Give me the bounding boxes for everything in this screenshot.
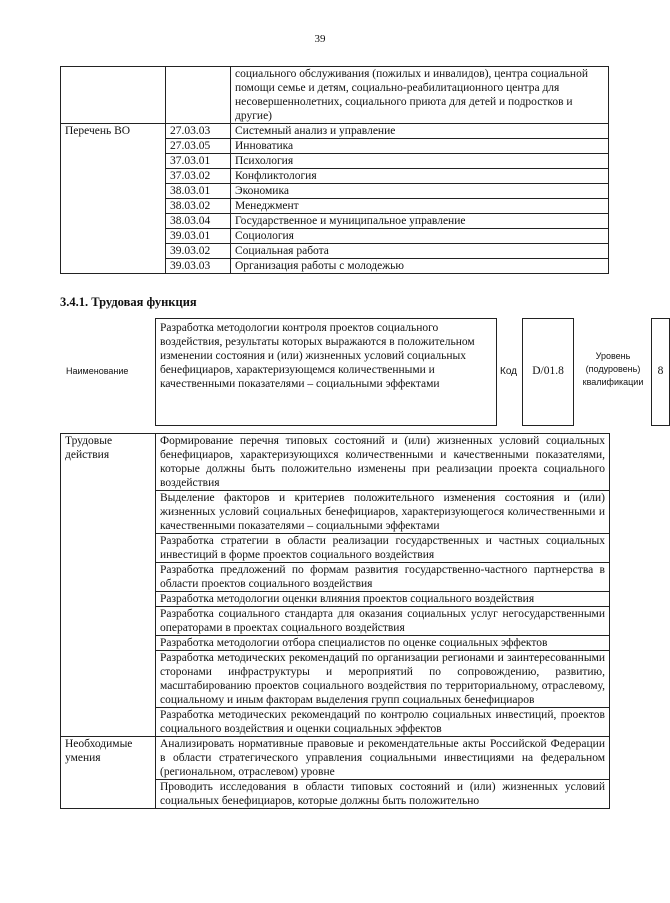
section-title: 3.4.1. Трудовая функция <box>60 295 197 309</box>
vo-name: Социальная работа <box>231 244 609 259</box>
vo-name: Системный анализ и управление <box>231 124 609 139</box>
required-skill-item: Анализировать нормативные правовые и рекомендательные акты Российской Федерации в области стратегического управления социальными инвестициями на федеральном (региональном, отраслевом) уровне <box>156 737 610 780</box>
vo-name: Менеджмент <box>231 199 609 214</box>
code-label: Код <box>500 366 518 377</box>
required-skill-item: Проводить исследования в области типовых состояний и (или) жизненных условий социальных бенефициаров, которые должны быть положительно <box>156 780 610 809</box>
required-skills-label: Необходимые умения <box>61 737 156 809</box>
vo-name: Психология <box>231 154 609 169</box>
vo-code: 39.03.01 <box>166 229 231 244</box>
labor-action-item: Выделение факторов и критериев положительного изменения состояния и (или) жизненных условий социальных бенефициаров, характеризующегося количественными и качественными показателями – социальными эффектами <box>156 491 610 534</box>
vo-code: 37.03.01 <box>166 154 231 169</box>
page-number: 39 <box>314 33 326 45</box>
vo-code: 39.03.02 <box>166 244 231 259</box>
empty-cell <box>61 67 166 124</box>
vo-name: Социология <box>231 229 609 244</box>
labor-action-item: Разработка методологии оценки влияния проектов социального воздействия <box>156 592 610 607</box>
vo-code: 27.03.05 <box>166 139 231 154</box>
name-label: Наименование <box>66 366 129 376</box>
table-row <box>61 67 609 124</box>
labor-action-item: Разработка методических рекомендаций по контролю социальных инвестиций, проектов социального воздействия и оценки социальных эффектов <box>156 708 610 737</box>
labor-actions-label: Трудовые действия <box>61 434 156 737</box>
table-row <box>61 124 609 139</box>
labor-action-item: Разработка социального стандарта для оказания социальных услуг негосударственными операторами в проектах социального воздействия <box>156 607 610 636</box>
vo-code: 27.03.03 <box>166 124 231 139</box>
function-code-box: D/01.8 <box>522 318 574 426</box>
vo-code: 38.03.04 <box>166 214 231 229</box>
labor-action-item: Разработка методических рекомендаций по организации регионами и заинтересованными сторонами инфраструктуры и мероприятий по сопровождению, развитию, масштабированию проектов социального воздействия по территориальному, отраслевому, социальному и иным факторам выделения групп социальных бенефициаров <box>156 651 610 708</box>
qualification-table <box>60 66 609 274</box>
empty-cell <box>166 67 231 124</box>
vo-name: Экономика <box>231 184 609 199</box>
vo-code: 38.03.01 <box>166 184 231 199</box>
level-value-box: 8 <box>651 318 670 426</box>
labor-action-item: Разработка методологии отбора специалистов по оценке социальных эффектов <box>156 636 610 651</box>
function-name-box: Разработка методологии контроля проектов социального воздействия, результаты которых выражаются в положительном изменении состояния и (или) жизненных условий социальных бенефициаров, характеризующемся количественными и качественными показателями – социальными эффектами <box>155 318 497 426</box>
labor-action-item: Формирование перечня типовых состояний и (или) жизненных условий социальных бенефициаров, характеризующихся количественными и качественными показателями, которые должны быть положительно изменены при реализации проекта социального воздействия <box>156 434 610 491</box>
labor-action-item: Разработка предложений по формам развития государственно-частного партнерства в области проектов социального воздействия <box>156 563 610 592</box>
vo-code: 37.03.02 <box>166 169 231 184</box>
vo-name: Государственное и муниципальное управление <box>231 214 609 229</box>
labor-action-item: Разработка стратегии в области реализации государственных и частных социальных инвестиций в форме проектов социального воздействия <box>156 534 610 563</box>
vo-name: Организация работы с молодежью <box>231 259 609 274</box>
vo-code: 38.03.02 <box>166 199 231 214</box>
vo-code: 39.03.03 <box>166 259 231 274</box>
vo-list-label: Перечень ВО <box>61 124 166 274</box>
labor-function-header <box>60 318 664 426</box>
vo-name: Инноватика <box>231 139 609 154</box>
table-row <box>61 737 610 780</box>
table-row <box>61 434 610 491</box>
level-label: Уровень (подуровень) квалификации <box>582 351 644 387</box>
vo-name: Конфликтология <box>231 169 609 184</box>
continuation-text: социального обслуживания (пожилых и инвалидов), центра социальной помощи семье и детям, социально-реабилитационного центра для несовершеннолетних, социального приюта для детей и подростков и другие) <box>231 67 609 124</box>
labor-function-table <box>60 433 610 809</box>
